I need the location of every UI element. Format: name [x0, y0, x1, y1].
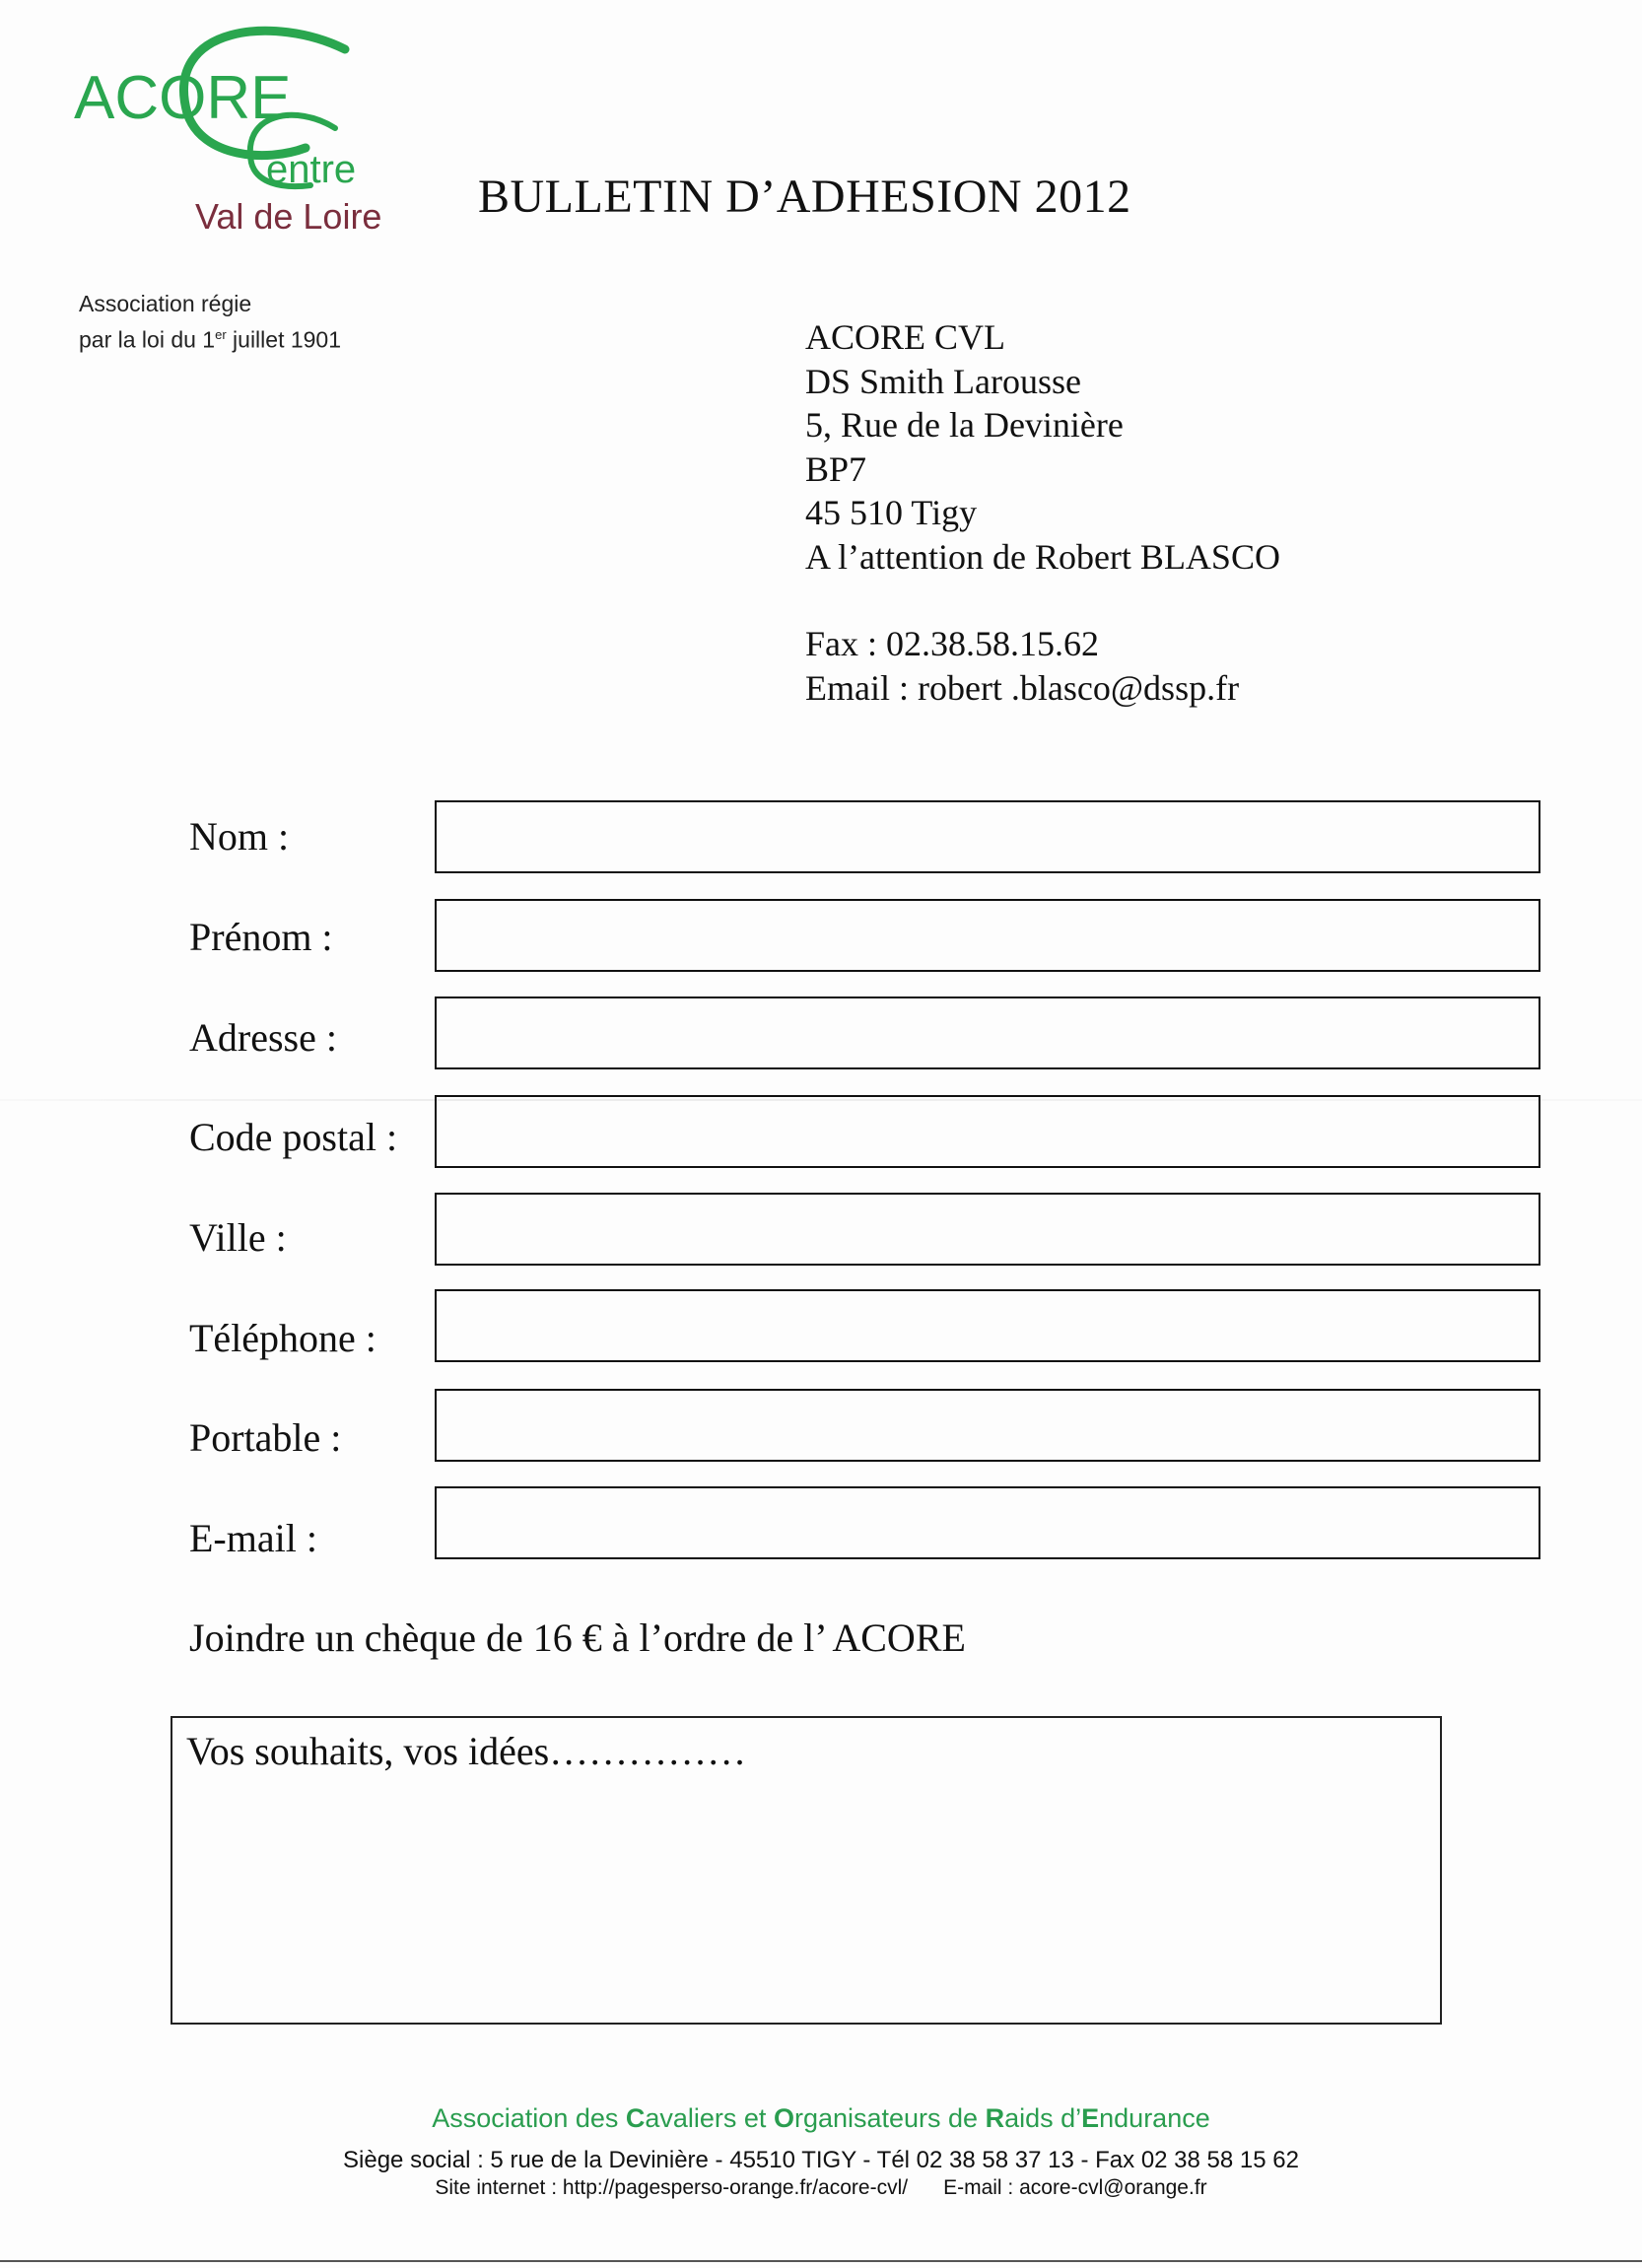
footer-assoc-part: Association des: [432, 2103, 626, 2133]
acore-logo: [69, 20, 404, 246]
association-note-line2: [79, 319, 341, 356]
address-line: BP7: [805, 448, 867, 489]
field-label-code-postal: Code postal :: [189, 1115, 398, 1159]
footer-assoc-initial: C: [625, 2103, 646, 2133]
portable-input[interactable]: [435, 1389, 1540, 1462]
address-line: A l’attention de Robert BLASCO: [805, 536, 1280, 577]
association-note-sup: er: [215, 327, 227, 342]
footer-association-name: [0, 2103, 1642, 2134]
email-input[interactable]: [435, 1486, 1540, 1559]
telephone-input[interactable]: [435, 1289, 1540, 1362]
address-line: 5, Rue de la Devinière: [805, 405, 1124, 445]
association-note-prefix: par la loi du 1: [79, 326, 216, 353]
adresse-input[interactable]: [435, 997, 1540, 1069]
footer-assoc-initial: E: [1081, 2103, 1100, 2133]
footer-assoc-part: rganisateurs de: [793, 2103, 986, 2133]
field-label-prenom: Prénom :: [189, 915, 333, 959]
payment-note: Joindre un chèque de 16 € à l’ordre de l’ ACORE: [189, 1615, 966, 1660]
footer-web: [0, 2176, 1642, 2200]
paper-fold: [0, 1099, 1642, 1101]
address-fax: Fax : 02.38.58.15.62: [805, 624, 1100, 663]
footer-assoc-initial: R: [985, 2103, 1005, 2133]
association-note-line1: Association régie: [79, 291, 252, 316]
nom-input[interactable]: [435, 800, 1540, 873]
address-line: DS Smith Larousse: [805, 361, 1082, 401]
field-label-telephone: Téléphone :: [189, 1316, 376, 1360]
logo-acore-text: ACORE: [74, 64, 292, 132]
footer-assoc-part: aids d’: [1004, 2103, 1082, 2133]
association-note: [79, 289, 341, 356]
page-title: BULLETIN D’ADHESION 2012: [478, 171, 1131, 223]
field-label-ville: Ville :: [189, 1215, 287, 1260]
wishes-label: Vos souhaits, vos idées……………: [186, 1729, 747, 1773]
logo-centre-text: entre: [266, 148, 357, 191]
prenom-input[interactable]: [435, 899, 1540, 972]
ville-input[interactable]: [435, 1193, 1540, 1266]
logo-region-text: Val de Loire: [195, 196, 382, 237]
recipient-address: [805, 315, 1280, 710]
association-note-suffix: juillet 1901: [226, 326, 342, 353]
footer-assoc-initial: O: [773, 2103, 794, 2133]
footer-email: E-mail : acore-cvl@orange.fr: [943, 2176, 1207, 2199]
field-label-adresse: Adresse :: [189, 1015, 337, 1060]
field-label-portable: Portable :: [189, 1415, 342, 1460]
address-email: Email : robert .blasco@dssp.fr: [805, 667, 1240, 708]
footer-assoc-part: ndurance: [1099, 2103, 1210, 2133]
code-postal-input[interactable]: [435, 1095, 1540, 1168]
wishes-textarea[interactable]: [171, 1716, 1442, 2025]
footer-website: Site internet : http://pagesperso-orange.fr/acore-cvl/: [435, 2176, 909, 2199]
acore-logo-graphic: [69, 20, 404, 246]
footer-seat: Siège social : 5 rue de la Devinière - 45510 TIGY - Tél 02 38 58 37 13 - Fax 02 38 58 15 62: [343, 2147, 1299, 2173]
footer-assoc-part: avaliers et: [645, 2103, 774, 2133]
field-label-email: E-mail :: [189, 1516, 317, 1560]
address-line: 45 510 Tigy: [805, 493, 978, 532]
address-line: ACORE CVL: [805, 317, 1006, 357]
field-label-nom: Nom :: [189, 814, 290, 859]
bottom-edge: [0, 2260, 1642, 2262]
